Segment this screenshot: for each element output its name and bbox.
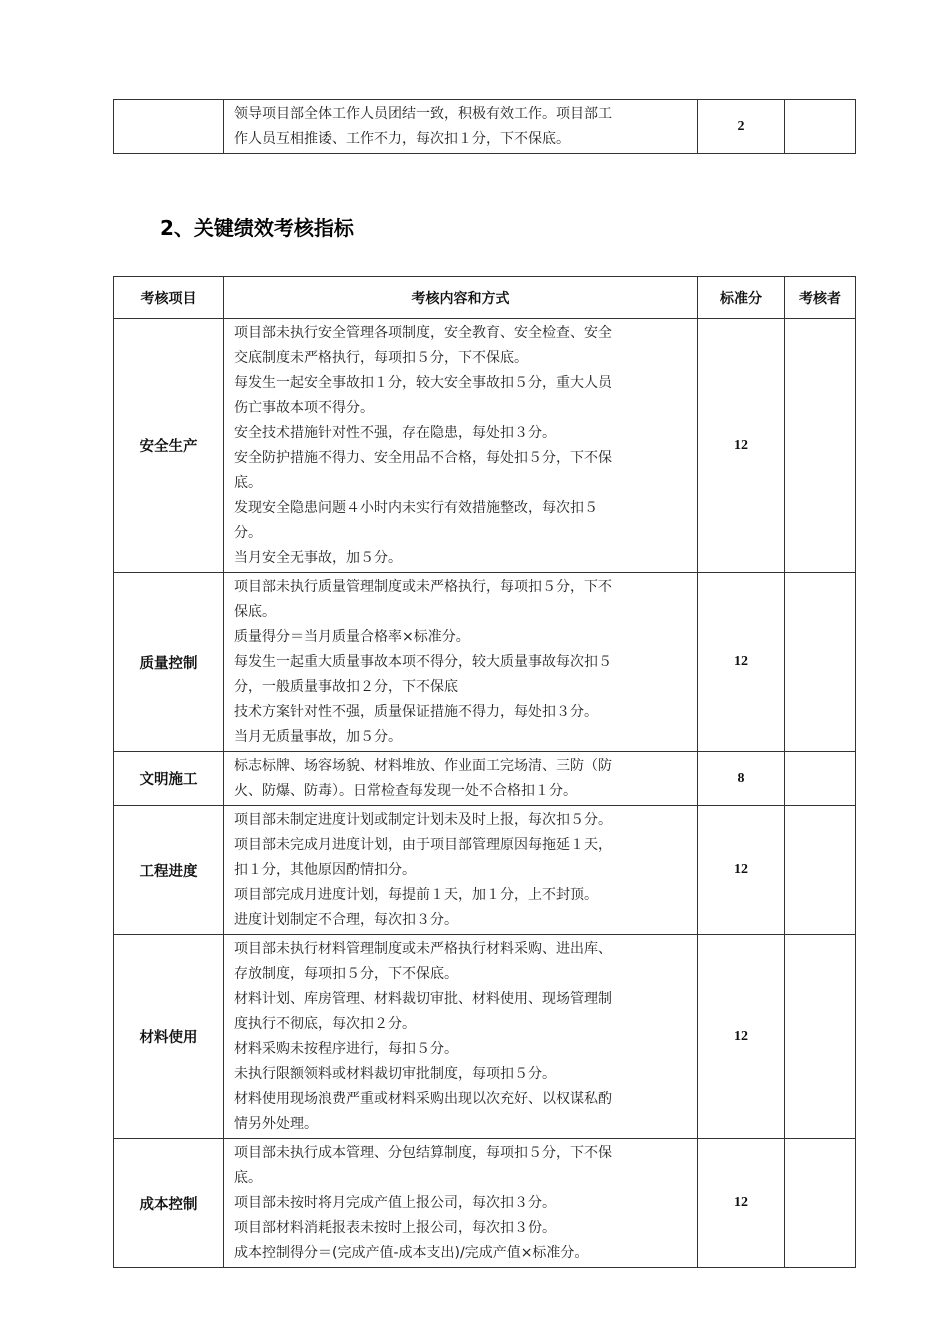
assessor-cell (785, 100, 856, 154)
content-line: 分。 (234, 525, 262, 541)
category-cell (114, 100, 224, 154)
assessor-cell (785, 319, 856, 573)
content-line: 交底制度未严格执行，每项扣５分，下不保底。 (234, 350, 528, 366)
content-line: 项目部未制定进度计划或制定计划未及时上报，每次扣５分。 (234, 812, 612, 828)
header-content: 考核内容和方式 (224, 277, 698, 319)
score-cell: 2 (698, 100, 785, 154)
table-row (114, 573, 856, 752)
content-line: 项目部材料消耗报表未按时上报公司，每次扣３份。 (234, 1220, 556, 1236)
content-line: 情另外处理。 (234, 1116, 318, 1132)
content-line: 度执行不彻底，每次扣２分。 (234, 1016, 416, 1032)
table-row (114, 935, 856, 1139)
header-category: 考核项目 (114, 277, 224, 319)
content-line: 每发生一起安全事故扣１分，较大安全事故扣５分，重大人员 (234, 375, 612, 391)
assessor-cell (785, 935, 856, 1139)
content-line: 存放制度，每项扣５分，下不保底。 (234, 966, 458, 982)
table-header-row (114, 277, 856, 319)
category-cell: 安全生产 (114, 319, 224, 573)
category-cell: 成本控制 (114, 1139, 224, 1268)
category-cell: 工程进度 (114, 806, 224, 935)
score-cell: 12 (698, 806, 785, 935)
content-cell (224, 935, 698, 1139)
table-row (114, 319, 856, 573)
content-line: 项目部未执行安全管理各项制度，安全教育、安全检查、安全 (234, 325, 612, 341)
content-line: 伤亡事故本项不得分。 (234, 400, 374, 416)
content-line: 分，一般质量事故扣２分，下不保底 (234, 679, 458, 695)
content-line: 底。 (234, 1170, 262, 1186)
content-line: 保底。 (234, 604, 276, 620)
content-line: 项目部未执行质量管理制度或未严格执行，每项扣５分，下不 (234, 579, 612, 595)
content-line: 安全防护措施不得力、安全用品不合格，每处扣５分，下不保 (234, 450, 612, 466)
content-line: 项目部未按时将月完成产值上报公司，每次扣３分。 (234, 1195, 556, 1211)
content-line: 项目部完成月进度计划，每提前１天，加１分，上不封顶。 (234, 887, 598, 903)
content-cell (224, 100, 698, 154)
content-cell (224, 573, 698, 752)
score-cell: 12 (698, 1139, 785, 1268)
content-cell (224, 1139, 698, 1268)
content-line: 进度计划制定不合理，每次扣３分。 (234, 912, 458, 928)
assessor-cell (785, 1139, 856, 1268)
content-line: 未执行限额领料或材料裁切审批制度，每项扣５分。 (234, 1066, 556, 1082)
content-line: 领导项目部全体工作人员团结一致，积极有效工作。项目部工 (234, 106, 612, 122)
content-line: 作人员互相推诿、工作不力，每次扣１分，下不保底。 (234, 131, 570, 147)
content-line: 扣１分，其他原因酌情扣分。 (234, 862, 416, 878)
content-line: 项目部未完成月进度计划，由于项目部管理原因每拖延１天， (234, 837, 612, 853)
table-row (114, 806, 856, 935)
assessor-cell (785, 806, 856, 935)
category-cell: 文明施工 (114, 752, 224, 806)
content-line: 底。 (234, 475, 262, 491)
content-line: 标志标牌、场容场貌、材料堆放、作业面工完场清、三防（防 (234, 758, 612, 774)
category-cell: 质量控制 (114, 573, 224, 752)
content-cell (224, 752, 698, 806)
content-line: 火、防爆、防毒）。日常检查每发现一处不合格扣１分。 (234, 783, 577, 799)
content-cell (224, 806, 698, 935)
header-score: 标准分 (698, 277, 785, 319)
content-line: 质量得分＝当月质量合格率×标准分。 (234, 629, 470, 645)
score-cell: 12 (698, 573, 785, 752)
assessor-cell (785, 752, 856, 806)
category-cell: 材料使用 (114, 935, 224, 1139)
content-line: 材料使用现场浪费严重或材料采购出现以次充好、以权谋私酌 (234, 1091, 612, 1107)
content-line: 当月无质量事故，加５分。 (234, 729, 402, 745)
assessor-cell (785, 573, 856, 752)
score-cell: 12 (698, 935, 785, 1139)
table-row (114, 100, 856, 154)
table-row (114, 752, 856, 806)
kpi-table (113, 276, 856, 1268)
content-line: 发现安全隐患问题４小时内未实行有效措施整改，每次扣５ (234, 500, 598, 516)
content-line: 项目部未执行材料管理制度或未严格执行材料采购、进出库、 (234, 941, 612, 957)
content-cell (224, 319, 698, 573)
kpi-table-body (114, 319, 856, 1268)
content-line: 每发生一起重大质量事故本项不得分，较大质量事故每次扣５ (234, 654, 612, 670)
content-line: 技术方案针对性不强，质量保证措施不得力，每处扣３分。 (234, 704, 598, 720)
table-row (114, 1139, 856, 1268)
continuation-table (113, 99, 856, 154)
score-cell: 8 (698, 752, 785, 806)
content-line: 材料计划、库房管理、材料裁切审批、材料使用、现场管理制 (234, 991, 612, 1007)
content-line: 当月安全无事故，加５分。 (234, 550, 402, 566)
content-line: 成本控制得分＝(完成产值-成本支出)/完成产值×标准分。 (234, 1245, 589, 1261)
score-cell: 12 (698, 319, 785, 573)
section-title: 2、关键绩效考核指标 (160, 216, 354, 240)
header-assessor: 考核者 (785, 277, 856, 319)
content-line: 材料采购未按程序进行，每扣５分。 (234, 1041, 458, 1057)
content-line: 安全技术措施针对性不强，存在隐患，每处扣３分。 (234, 425, 556, 441)
content-line: 项目部未执行成本管理、分包结算制度，每项扣５分，下不保 (234, 1145, 612, 1161)
